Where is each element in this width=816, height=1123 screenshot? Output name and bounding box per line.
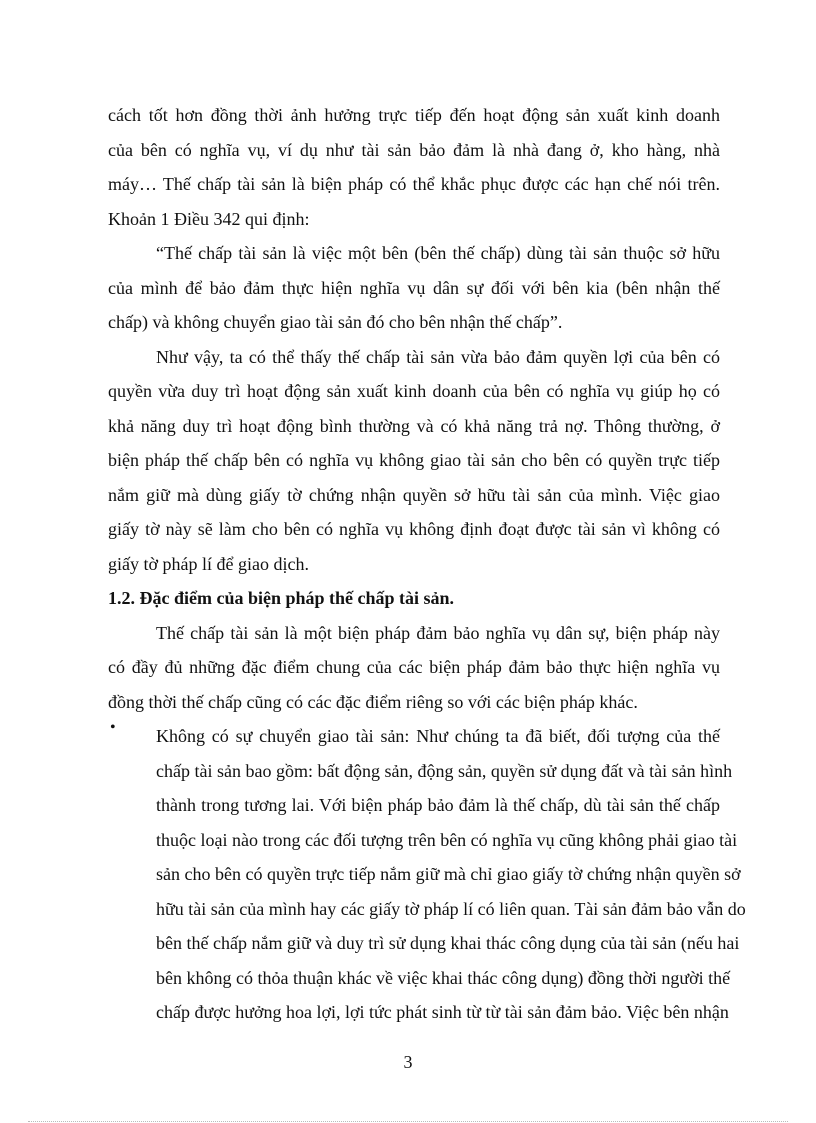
text-line: chấp) và không chuyển giao tài sản đó cho bên nhận thế chấp”. bbox=[108, 312, 563, 332]
text-line: thành trong tương lai. Với biện pháp bảo đảm là thế chấp, dù tài sản thế chấp bbox=[156, 795, 720, 815]
text-line: cách tốt hơn đồng thời ảnh hưởng trực tiếp đến hoạt động sản xuất kinh doanh bbox=[108, 105, 720, 125]
text-line: của mình để bảo đảm thực hiện nghĩa vụ dân sự đối với bên kia (bên nhận thế bbox=[108, 277, 720, 298]
text-line: bên không có thỏa thuận khác về việc khai thác công dụng) đồng thời người thế bbox=[156, 967, 731, 988]
text-line: chấp được hưởng hoa lợi, lợi tức phát sinh từ từ tài sản đảm bảo. Việc bên nhận bbox=[156, 1002, 729, 1022]
bullet-icon: • bbox=[110, 719, 116, 736]
text-line: biện pháp thế chấp bên có nghĩa vụ không giao tài sản cho bên có quyền trực tiếp bbox=[108, 450, 720, 470]
text-line: đồng thời thế chấp cũng có các đặc điểm riêng so với các biện pháp khác. bbox=[108, 691, 638, 712]
text-line: Khoản 1 Điều 342 qui định: bbox=[108, 208, 310, 229]
page-body bbox=[108, 98, 746, 1030]
page-bottom-border bbox=[28, 1121, 788, 1122]
text-line: Không có sự chuyển giao tài sản: Như chúng ta đã biết, đối tượng của thế bbox=[156, 726, 720, 746]
text-line: sản cho bên có quyền trực tiếp nắm giữ mà chỉ giao giấy tờ chứng nhận quyền sở bbox=[156, 864, 741, 884]
text-line: giấy tờ này sẽ làm cho bên có nghĩa vụ không định đoạt được tài sản vì không có bbox=[108, 519, 720, 539]
text-line: chấp tài sản bao gồm: bất động sản, động sản, quyền sử dụng đất và tài sản hình bbox=[156, 760, 733, 781]
text-line: bên thế chấp nắm giữ và duy trì sử dụng khai thác công dụng của tài sản (nếu hai bbox=[156, 933, 740, 953]
paragraph-3 bbox=[108, 616, 720, 720]
page-number: 3 bbox=[403, 1052, 413, 1072]
text-line: giấy tờ pháp lí để giao dịch. bbox=[108, 553, 309, 574]
text-line: “Thế chấp tài sản là việc một bên (bên thế chấp) dùng tài sản thuộc sở hữu bbox=[156, 243, 720, 263]
text-line: của bên có nghĩa vụ, ví dụ như tài sản bảo đảm là nhà đang ở, kho hàng, nhà bbox=[108, 139, 720, 160]
text-line: Như vậy, ta có thể thấy thế chấp tài sản vừa bảo đảm quyền lợi của bên có bbox=[156, 346, 720, 367]
paragraph-2 bbox=[108, 340, 720, 582]
text-line: Thế chấp tài sản là một biện pháp đảm bảo nghĩa vụ dân sự, biện pháp này bbox=[156, 622, 720, 643]
text-line: có đầy đủ những đặc điểm chung của các biện pháp đảm bảo thực hiện nghĩa vụ bbox=[108, 657, 720, 677]
bullet-item bbox=[108, 719, 746, 1030]
text-line: hữu tài sản của mình hay các giấy tờ pháp lí có liên quan. Tài sản đảm bảo vẫn do bbox=[156, 898, 746, 919]
text-line: thuộc loại nào trong các đối tượng trên bên có nghĩa vụ cũng không phải giao tài bbox=[156, 829, 738, 850]
text-line: quyền vừa duy trì hoạt động sản xuất kinh doanh của bên có nghĩa vụ giúp họ có bbox=[108, 381, 720, 401]
text-line: khả năng duy trì hoạt động bình thường và có khả năng trả nợ. Thông thường, ở bbox=[108, 415, 720, 436]
legal-quote bbox=[108, 236, 720, 340]
section-heading: 1.2. Đặc điểm của biện pháp thế chấp tài sản. bbox=[108, 588, 455, 608]
text-line: máy… Thế chấp tài sản là biện pháp có thể khắc phục được các hạn chế nói trên. bbox=[108, 174, 720, 194]
text-line: nắm giữ mà dùng giấy tờ chứng nhận quyền sở hữu tài sản của mình. Việc giao bbox=[108, 484, 720, 505]
paragraph-1 bbox=[108, 98, 720, 236]
